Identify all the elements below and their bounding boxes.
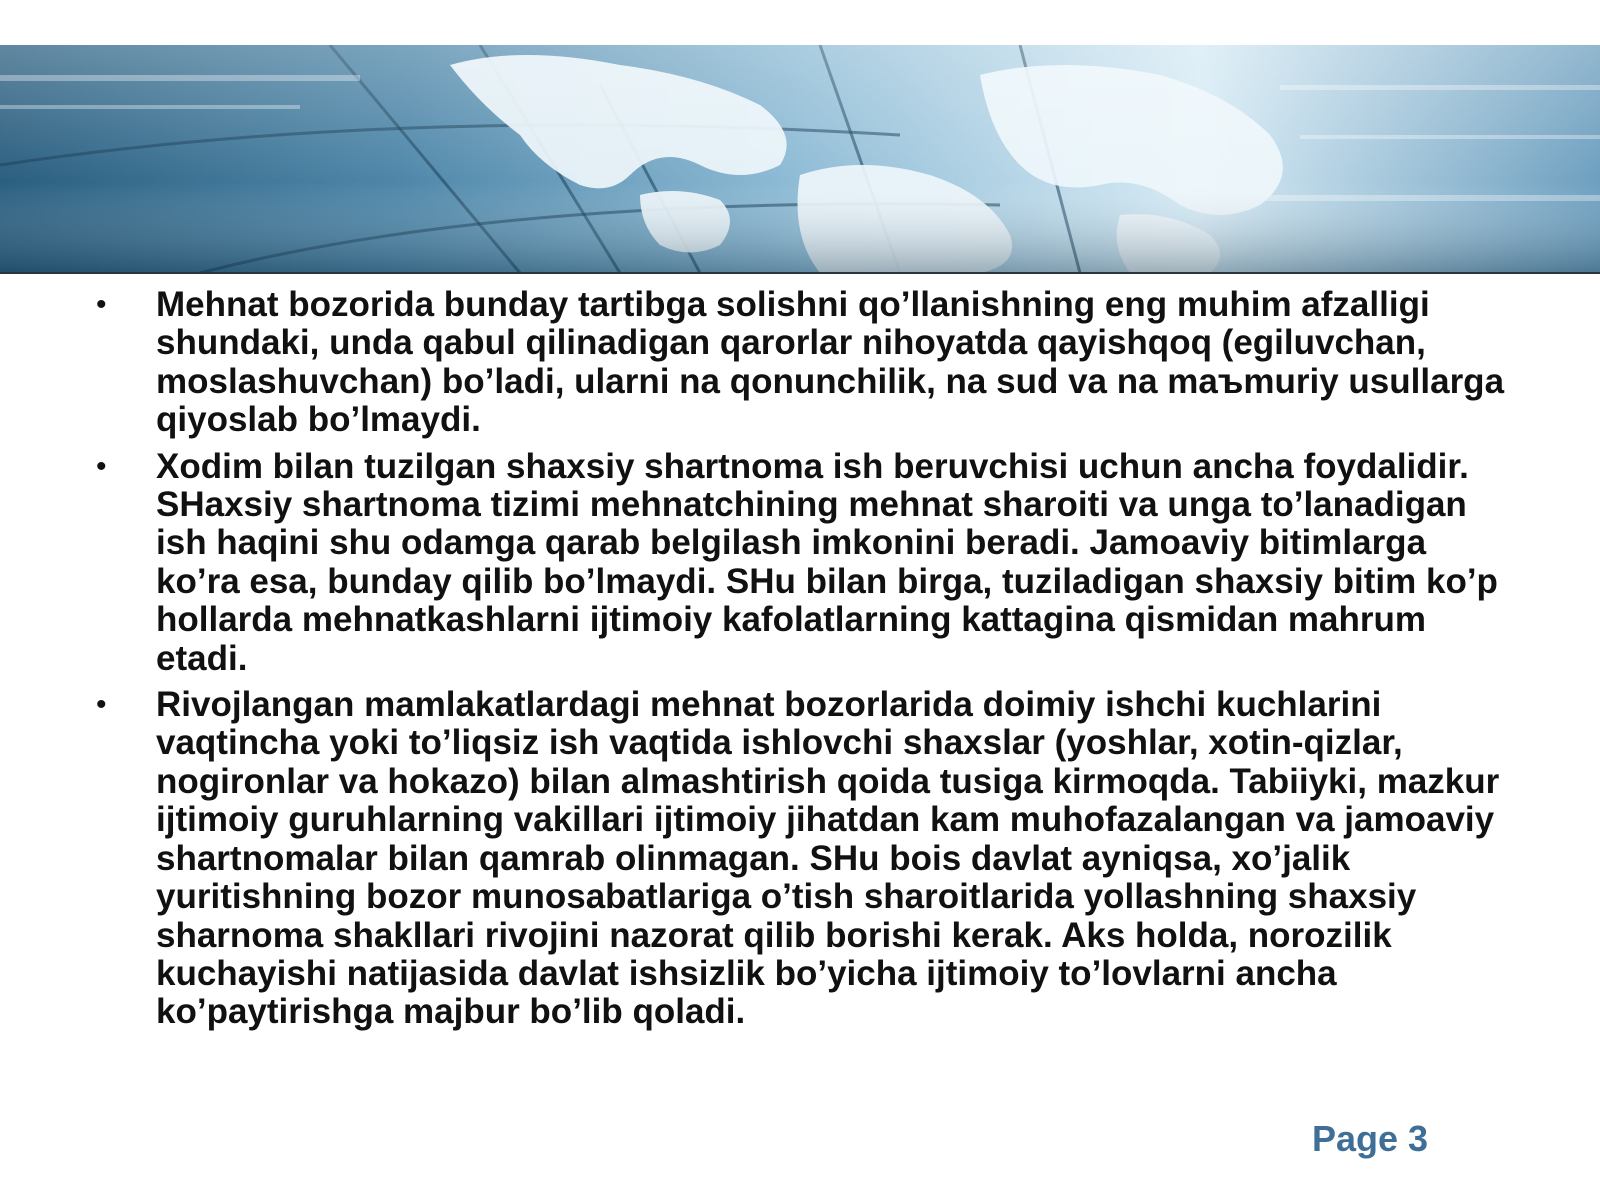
- page-number: Page 3: [1312, 1118, 1429, 1159]
- world-map-icon: [0, 45, 1600, 273]
- bullet-list: [96, 286, 1516, 1040]
- bullet-item: [96, 686, 1516, 1032]
- bullet-text: Xodim bilan tuzilgan shaxsiy shartnoma ish beruvchisi uchun ancha foydalidir. SHaxsiy shartnoma tizimi mehnatchining mehnat sharoiti va unga to’lanadigan ish haqini shu odamga qarab belgilash imkonini beradi. Jamoaviy bitimlarga ko’ra esa, bunday qilib bo’lmaydi. SHu bilan birga, tuziladigan shaxsiy bitim ko’p hollarda mehnatkashlarni ijtimoiy kafolatlarning kattagina qismidan mahrum etadi.: [156, 446, 1498, 678]
- banner-divider: [0, 272, 1600, 274]
- bullet-item: [96, 448, 1516, 678]
- bullet-dot-icon: •: [96, 288, 107, 321]
- bullet-text: Rivojlangan mamlakatlardagi mehnat bozorlarida doimiy ishchi kuchlarini vaqtincha yoki to’liqsiz ish vaqtida ishlovchi shaxslar (yoshlar, xotin-qizlar, nogironlar va hokazo) bilan almashtirish qoida tusiga kirmoqda. Tabiiyki, mazkur ijtimoiy guruhlarning vakillari ijtimoiy jihatdan kam muhofazalangan va jamoaviy shartnomalar bilan qamrab olinmagan. SHu bois davlat ayniqsa, xo’jalik yuritishning bozor munosabatlariga o’tish sharoitlarida yollashning shaxsiy sharnoma shakllari rivojini nazorat qilib borishi kerak. Aks holda, norozilik kuchayishi natijasida davlat ishsizlik bo’yicha ijtimoiy to’lovlarni ancha ko’paytirishga majbur bo’lib qoladi.: [156, 685, 1500, 1032]
- bullet-item: [96, 286, 1516, 440]
- bullet-dot-icon: •: [96, 449, 107, 483]
- bullet-text: Mehnat bozorida bunday tartibga solishni qo’llanishning eng muhim afzalligi shundaki, unda qabul qilinadigan qarorlar nihoyatda qayishqoq (egiluvchan, moslashuvchan) bo’ladi, ularni na qonunchilik, na sud va na maъmuriy usullarga qiyoslab bo’lmaydi.: [156, 285, 1505, 440]
- world-map-banner: [0, 45, 1600, 273]
- bullet-dot-icon: •: [96, 688, 107, 722]
